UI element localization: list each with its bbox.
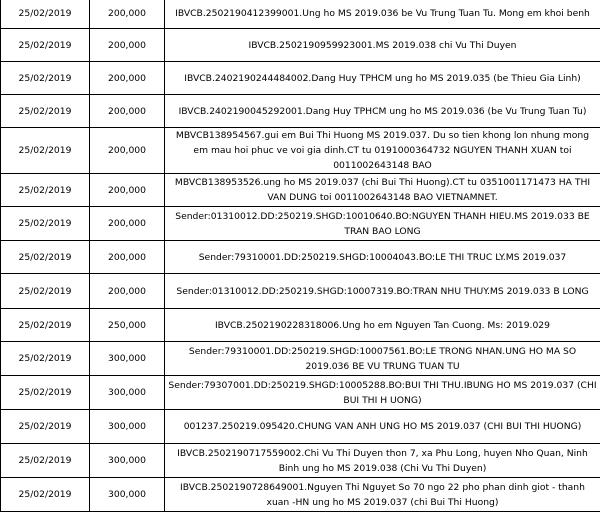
description-cell: IBVCB.2502190717559002.Chi Vu Thi Duyen thon 7, xa Phu Long, huyen Nho Quan, Ninh Binh ung ho MS 2019.038 (Chi Vu Thi Duyen): [165, 444, 600, 478]
table-row: [1, 62, 600, 95]
description-cell: MBVCB138954567.gui em Bui Thi Huong MS 2019.037. Du so tien khong lon nhung mong em mau hoi phuc ve voi gia dinh.CT tu 0191000364732 NGUYEN THANH XUAN toi 0011002643148 BAO: [165, 128, 600, 174]
date-cell: 25/02/2019: [1, 309, 90, 342]
amount-cell: 200,000: [90, 95, 165, 128]
date-cell: 25/02/2019: [1, 207, 90, 241]
amount-cell: 200,000: [90, 62, 165, 95]
description-cell: 001237.250219.095420.CHUNG VAN ANH UNG HO MS 2019.037 (CHI BUI THI HUONG): [165, 410, 600, 444]
date-cell: 25/02/2019: [1, 410, 90, 444]
table-row: [1, 309, 600, 342]
table-row: [1, 128, 600, 174]
description-cell: IBVCB.2502190959923001.MS 2019.038 chi Vu Thi Duyen: [165, 29, 600, 62]
amount-cell: 200,000: [90, 0, 165, 29]
date-cell: 25/02/2019: [1, 274, 90, 309]
date-cell: 25/02/2019: [1, 62, 90, 95]
amount-cell: 200,000: [90, 241, 165, 274]
date-cell: 25/02/2019: [1, 342, 90, 376]
date-cell: 25/02/2019: [1, 478, 90, 512]
table-row: [1, 342, 600, 376]
amount-cell: 300,000: [90, 342, 165, 376]
amount-cell: 250,000: [90, 309, 165, 342]
amount-cell: 300,000: [90, 444, 165, 478]
amount-cell: 200,000: [90, 29, 165, 62]
table-row: [1, 207, 600, 241]
amount-cell: 200,000: [90, 207, 165, 241]
date-cell: 25/02/2019: [1, 241, 90, 274]
amount-cell: 300,000: [90, 376, 165, 410]
table-row: [1, 376, 600, 410]
table-row: [1, 478, 600, 512]
date-cell: 25/02/2019: [1, 444, 90, 478]
description-cell: IBVCB.2502190412399001.Ung ho MS 2019.036 be Vu Trung Tuan Tu. Mong em khoi benh: [165, 0, 600, 29]
amount-cell: 200,000: [90, 128, 165, 174]
table-row: [1, 0, 600, 29]
date-cell: 25/02/2019: [1, 174, 90, 207]
description-cell: MBVCB138953526.ung ho MS 2019.037 (chi Bui Thi Huong).CT tu 0351001171473 HA THI VAN DUNG toi 0011002643148 BAO VIETNAMNET.: [165, 174, 600, 207]
table-row: [1, 410, 600, 444]
description-cell: IBVCB.2402190244484002.Dang Huy TPHCM ung ho MS 2019.035 (be Thieu Gia Linh): [165, 62, 600, 95]
amount-cell: 300,000: [90, 410, 165, 444]
date-cell: 25/02/2019: [1, 29, 90, 62]
date-cell: 25/02/2019: [1, 376, 90, 410]
table-row: [1, 241, 600, 274]
amount-cell: 200,000: [90, 274, 165, 309]
description-cell: IBVCB.2502190228318006.Ung ho em Nguyen Tan Cuong. Ms: 2019.029: [165, 309, 600, 342]
table-row: [1, 444, 600, 478]
description-cell: Sender:79307001.DD:250219.SHGD:10005288.BO:BUI THI THU.IBUNG HO MS 2019.037 (CHI BUI THI H UONG): [165, 376, 600, 410]
date-cell: 25/02/2019: [1, 128, 90, 174]
amount-cell: 200,000: [90, 174, 165, 207]
table-row: [1, 95, 600, 128]
description-cell: Sender:79310001.DD:250219.SHGD:10004043.BO:LE THI TRUC LY.MS 2019.037: [165, 241, 600, 274]
description-cell: IBVCB.2502190728649001.Nguyen Thi Nguyet So 70 ngo 22 pho phan dinh giot - thanh xuan -HN ung ho MS 2019.037 (chi Bui Thi Huong): [165, 478, 600, 512]
table-row: [1, 29, 600, 62]
amount-cell: 300,000: [90, 478, 165, 512]
table-row: [1, 274, 600, 309]
date-cell: 25/02/2019: [1, 0, 90, 29]
date-cell: 25/02/2019: [1, 95, 90, 128]
description-cell: Sender:79310001.DD:250219.SHGD:10007561.BO:LE TRONG NHAN.UNG HO MA SO 2019.036 BE VU TRUNG TUAN TU: [165, 342, 600, 376]
description-cell: Sender:01310012.DD:250219.SHGD:10007319.BO:TRAN NHU THUY.MS 2019.033 B LONG: [165, 274, 600, 309]
description-cell: IBVCB.2402190045292001.Dang Huy TPHCM ung ho MS 2019.036 (be Vu Trung Tuan Tu): [165, 95, 600, 128]
table-row: [1, 174, 600, 207]
description-cell: Sender:01310012.DD:250219.SHGD:10010640.BO:NGUYEN THANH HIEU.MS 2019.033 BE TRAN BAO LONG: [165, 207, 600, 241]
